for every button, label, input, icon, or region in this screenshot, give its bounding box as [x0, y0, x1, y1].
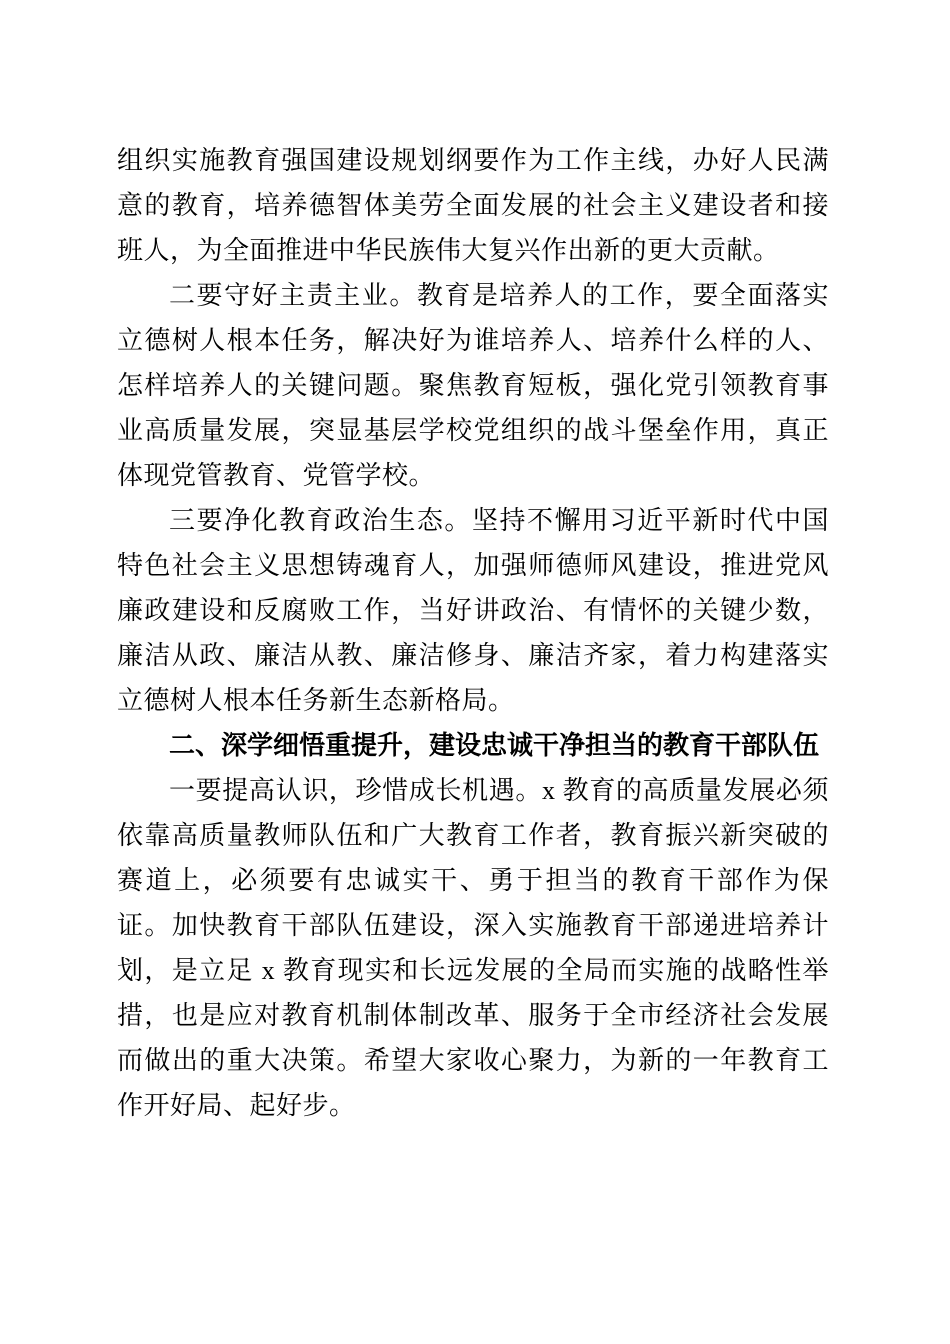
- section-heading: 二、深学细悟重提升，建设忠诚干净担当的教育干部队伍: [169, 730, 820, 760]
- paragraph-point-one-section-two: 一要提高认识，珍惜成长机遇。x 教育的高质量发展必须依靠高质量教师队伍和广大教育工作者，教育振兴新突破的赛道上，必须要有忠诚实干、勇于担当的教育干部作为保证。加快教育干部队伍建设，深入实施教育干部递进培养计划，是立足 x 教育现实和长远发展的全局而实施的战略性举措，也是应对教育机制体制改革、服务于全市经济社会发展而做出的重大决策。希望大家收心聚力，为新的一年教育工作开好局、起好步。: [117, 776, 829, 1120]
- document-text-block: [117, 138, 829, 1128]
- paragraph-point-three: 三要净化教育政治生态。坚持不懈用习近平新时代中国特色社会主义思想铸魂育人，加强师德师风建设，推进党风廉政建设和反腐败工作，当好讲政治、有情怀的关键少数，廉洁从政、廉洁从教、廉洁修身、廉洁齐家，着力构建落实立德树人根本任务新生态新格局。: [117, 506, 829, 715]
- paragraph-point-two: 二要守好主责主业。教育是培养人的工作，要全面落实立德树人根本任务，解决好为谁培养人、培养什么样的人、怎样培养人的关键问题。聚焦教育短板，强化党引领教育事业高质量发展，突显基层学校党组织的战斗堡垒作用，真正体现党管教育、党管学校。: [117, 281, 829, 490]
- paragraph-continuation: 组织实施教育强国建设规划纲要作为工作主线，办好人民满意的教育，培养德智体美劳全面发展的社会主义建设者和接班人，为全面推进中华民族伟大复兴作出新的更大贡献。: [117, 146, 829, 265]
